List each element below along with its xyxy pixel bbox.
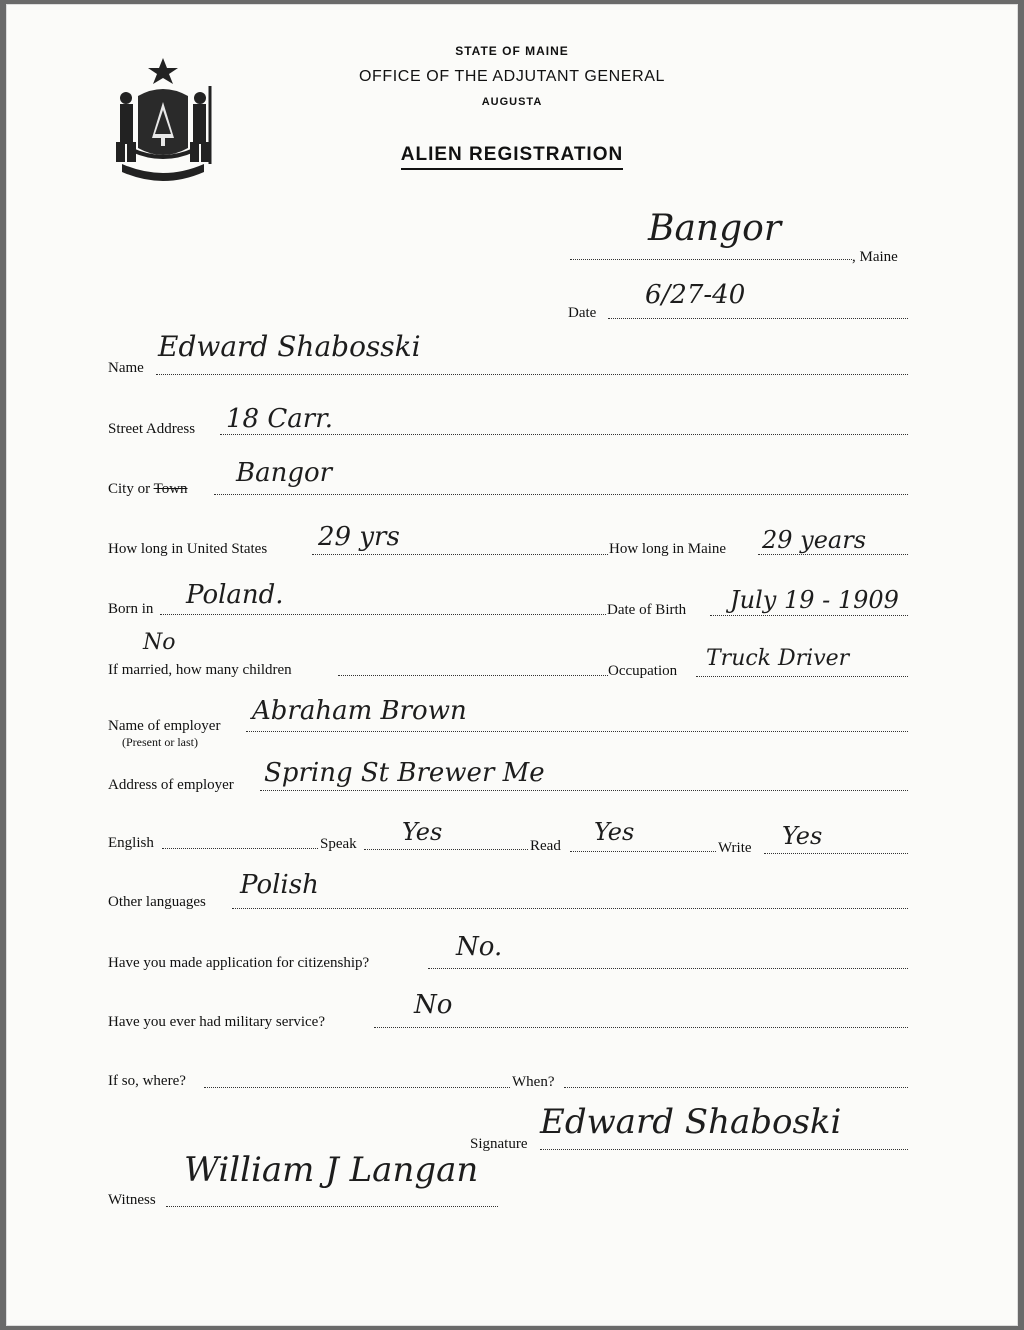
dob-label: Date of Birth (607, 602, 687, 618)
witness-line (166, 1206, 498, 1207)
speak-line (364, 849, 528, 850)
date-line (608, 318, 908, 319)
children-line (338, 675, 608, 676)
header-office: OFFICE OF THE ADJUTANT GENERAL (358, 68, 666, 85)
city-label: City or Town (108, 481, 188, 497)
signature-line (540, 1149, 908, 1150)
maine-line (758, 554, 908, 555)
speak-label: Speak (320, 836, 357, 852)
write-line (764, 853, 908, 854)
where-line[interactable] (204, 1087, 510, 1088)
us-label: How long in United States (108, 541, 268, 557)
date-label: Date (568, 305, 597, 321)
name-value[interactable]: Edward Shabosski (158, 330, 421, 363)
emp-addr-label: Address of employer (108, 777, 234, 793)
citizenship-label: Have you made application for citizenship? (108, 955, 370, 971)
read-line (570, 851, 716, 852)
dob-line (710, 615, 908, 616)
english-label: English (108, 835, 154, 851)
header-state: STATE OF MAINE (455, 44, 569, 58)
date-value[interactable]: 6/27-40 (645, 280, 746, 310)
city-value[interactable]: Bangor (236, 458, 333, 488)
name-line (156, 374, 908, 375)
born-line (160, 614, 606, 615)
town-value[interactable]: Bangor (648, 208, 782, 249)
employer-label: Name of employer (108, 718, 221, 734)
dob-value[interactable]: July 19 - 1909 (730, 586, 899, 614)
signature-label: Signature (470, 1136, 528, 1152)
city-line (214, 494, 908, 495)
street-value[interactable]: 18 Carr. (226, 404, 334, 434)
witness-value[interactable]: William J Langan (184, 1150, 479, 1190)
form-title: ALIEN REGISTRATION (0, 144, 1024, 170)
maine-value[interactable]: 29 years (762, 526, 867, 554)
born-value[interactable]: Poland. (186, 580, 284, 610)
other-lang-line (232, 908, 908, 909)
write-value[interactable]: Yes (782, 822, 823, 850)
name-label: Name (108, 360, 144, 376)
read-label: Read (530, 838, 561, 854)
where-label: If so, where? (108, 1073, 186, 1089)
children-label: If married, how many children (108, 662, 292, 678)
maine-suffix: , Maine (852, 249, 898, 265)
employer-line (246, 731, 908, 732)
maine-label: How long in Maine (609, 541, 727, 557)
town-line (570, 259, 852, 260)
military-label: Have you ever had military service? (108, 1014, 325, 1030)
witness-label: Witness (108, 1192, 156, 1208)
signature-value[interactable]: Edward Shaboski (540, 1102, 842, 1142)
us-line (312, 554, 608, 555)
military-line (374, 1027, 908, 1028)
occupation-label: Occupation (608, 663, 678, 679)
emp-addr-value[interactable]: Spring St Brewer Me (264, 758, 545, 788)
citizenship-value[interactable]: No. (456, 932, 503, 962)
occupation-line (696, 676, 908, 677)
when-label: When? (512, 1074, 555, 1090)
employer-value[interactable]: Abraham Brown (252, 696, 467, 726)
other-lang-label: Other languages (108, 894, 206, 910)
citizenship-line (428, 968, 908, 969)
employer-sublabel: (Present or last) (122, 735, 198, 749)
street-label: Street Address (108, 421, 196, 437)
header-city: AUGUSTA (481, 96, 543, 108)
write-label: Write (718, 840, 752, 856)
children-value[interactable]: No (143, 630, 176, 655)
read-value[interactable]: Yes (594, 818, 635, 846)
born-label: Born in (108, 601, 154, 617)
other-lang-value[interactable]: Polish (240, 870, 319, 900)
us-value[interactable]: 29 yrs (318, 522, 400, 552)
emp-addr-line (260, 790, 908, 791)
street-line (220, 434, 908, 435)
military-value[interactable]: No (414, 990, 453, 1020)
speak-value[interactable]: Yes (402, 818, 443, 846)
english-line (162, 848, 318, 849)
when-line[interactable] (564, 1087, 908, 1088)
occupation-value[interactable]: Truck Driver (706, 646, 850, 671)
